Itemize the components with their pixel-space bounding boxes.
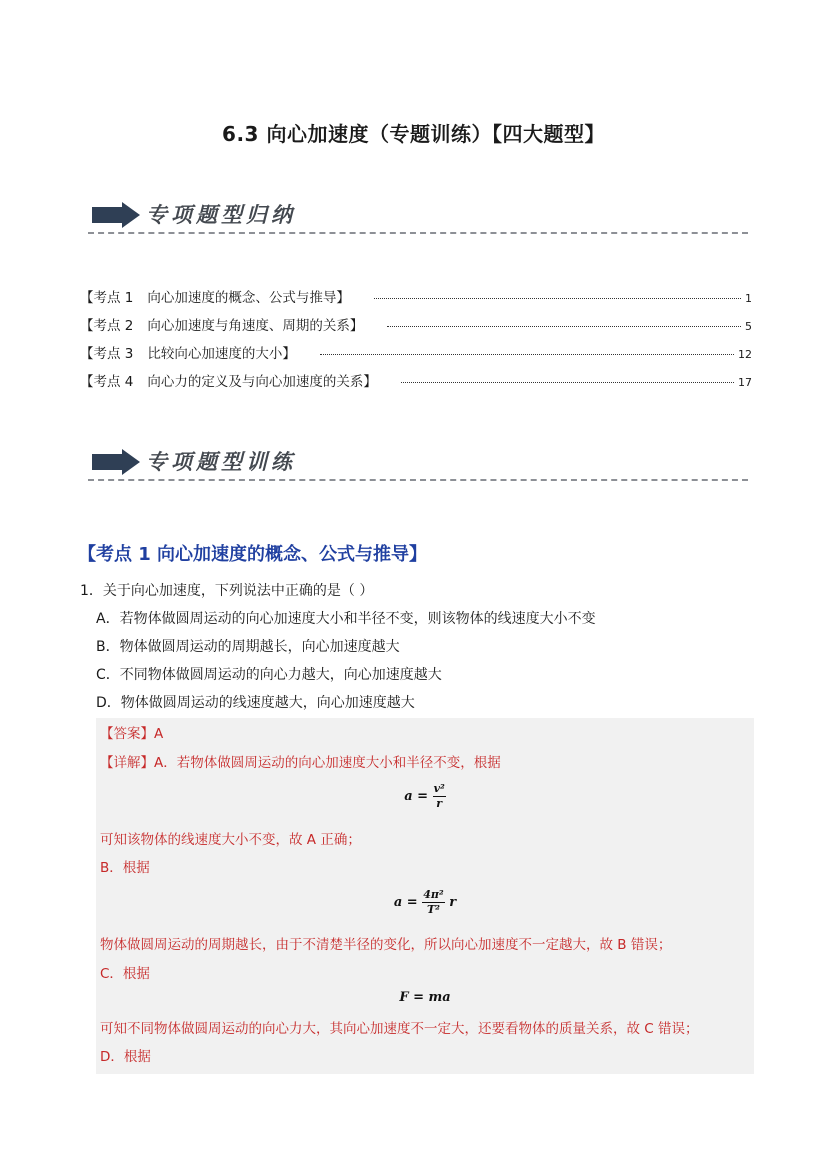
banner-title: 专项题型归纳 xyxy=(146,203,296,227)
toc-row[interactable] xyxy=(80,342,752,370)
option-b: B．物体做圆周运动的周期越长，向心加速度越大 xyxy=(96,639,400,655)
toc-text: 向心加速度的概念、公式与推导】 xyxy=(147,290,350,306)
arrow-icon xyxy=(92,449,140,475)
toc-number: 【考点 4 xyxy=(80,374,134,390)
explanation-line: 物体做圆周运动的周期越长，由于不清楚半径的变化，所以向心加速度不一定越大，故 B 错误； xyxy=(100,937,672,953)
option-c: C．不同物体做圆周运动的向心力越大，向心加速度越大 xyxy=(96,667,442,683)
formula-denominator: r xyxy=(436,797,443,810)
formula-denominator: T² xyxy=(426,903,440,916)
toc-number: 【考点 2 xyxy=(80,318,134,334)
section-banner-training xyxy=(88,443,748,483)
answer-line: 【答案】A xyxy=(100,726,164,742)
formula-lhs: a = xyxy=(404,789,429,804)
toc-number: 【考点 3 xyxy=(80,346,134,362)
explanation-line: D．根据 xyxy=(100,1049,151,1065)
explanation-line: 可知该物体的线速度大小不变，故 A 正确； xyxy=(100,832,361,848)
toc-page: 5 xyxy=(745,320,752,333)
option-d: D．物体做圆周运动的线速度越大，向心加速度越大 xyxy=(96,695,415,711)
page-title: 6.3 向心加速度（专题训练）【四大题型】 xyxy=(222,122,605,146)
toc-leader xyxy=(401,382,734,383)
formula-centripetal-v xyxy=(96,782,754,811)
banner-divider xyxy=(88,232,748,234)
toc-leader xyxy=(387,326,741,327)
toc-page: 17 xyxy=(738,376,752,389)
section-banner-summary xyxy=(88,196,748,236)
detail-line: 【详解】A．若物体做圆周运动的向心加速度大小和半径不变，根据 xyxy=(100,755,501,771)
toc-text: 向心力的定义及与向心加速度的关系】 xyxy=(147,374,377,390)
table-of-contents xyxy=(80,286,752,398)
formula-numerator: 4π² xyxy=(423,888,444,901)
answer-panel xyxy=(96,718,754,1074)
formula-lhs: a = xyxy=(393,895,418,910)
formula-newton: F = ma xyxy=(399,990,451,1005)
formula-centripetal-period xyxy=(96,888,754,917)
toc-page: 1 xyxy=(745,292,752,305)
formula-rhs: r xyxy=(449,895,457,910)
toc-leader xyxy=(374,298,741,299)
question-stem: 1．关于向心加速度，下列说法中正确的是（ ） xyxy=(80,583,374,599)
toc-text: 向心加速度与角速度、周期的关系】 xyxy=(147,318,364,334)
explanation-line: 可知不同物体做圆周运动的向心力大，其向心加速度不一定大，还要看物体的质量关系，故 C 错误； xyxy=(100,1021,699,1037)
toc-row[interactable] xyxy=(80,286,752,314)
option-a: A．若物体做圆周运动的向心加速度大小和半径不变，则该物体的线速度大小不变 xyxy=(96,611,596,627)
toc-row[interactable] xyxy=(80,314,752,342)
toc-text: 比较向心加速度的大小】 xyxy=(147,346,296,362)
arrow-icon xyxy=(92,202,140,228)
toc-page: 12 xyxy=(738,348,752,361)
toc-row[interactable] xyxy=(80,370,752,398)
explanation-line: C．根据 xyxy=(100,966,150,982)
toc-leader xyxy=(320,354,734,355)
banner-title: 专项题型训练 xyxy=(146,450,296,474)
section-heading: 【考点 1 向心加速度的概念、公式与推导】 xyxy=(78,544,428,565)
question-block xyxy=(80,580,760,720)
banner-divider xyxy=(88,479,748,481)
toc-number: 【考点 1 xyxy=(80,290,134,306)
explanation-line: B．根据 xyxy=(100,860,150,876)
formula-numerator: v² xyxy=(433,782,445,795)
